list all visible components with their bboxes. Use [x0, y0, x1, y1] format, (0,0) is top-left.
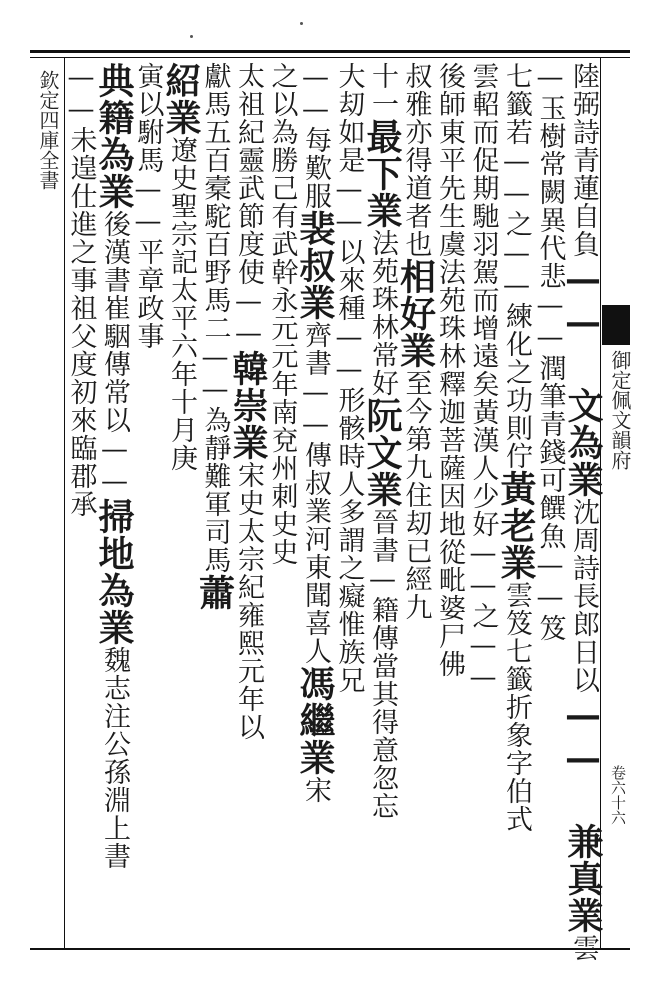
entry-text: 陸弼詩青蓮自負 — [568, 62, 599, 258]
text-column — [64, 62, 98, 944]
top-border-inner — [30, 57, 630, 58]
top-border — [30, 50, 630, 53]
entry-text: 齊書——傳叔業河東聞喜人 — [300, 321, 331, 665]
entry-text: 雲軺而促期馳羽駕而增遠矣 — [467, 62, 499, 398]
text-column — [294, 62, 336, 944]
entry-heading: 掃地為業 — [93, 498, 135, 646]
text-column — [160, 62, 202, 944]
entry-text: 叔雅亦得道者也 — [400, 62, 432, 258]
text-column — [361, 62, 403, 944]
text-column — [432, 62, 466, 944]
entry-text: 祖父度初來臨郡承 — [65, 294, 97, 518]
text-column — [93, 62, 135, 944]
text-column — [533, 62, 567, 944]
text-column — [332, 62, 366, 944]
entry-text: 晉書—籍傳當其得意忽忘 — [367, 508, 398, 820]
entry-text: ——未遑仕進之事 — [65, 62, 97, 294]
entry-text: 大刧 — [333, 62, 365, 118]
entry-text: 寅以駙馬——平章政事 — [132, 62, 164, 350]
text-column — [562, 62, 604, 962]
entry-heading: 典籍為業 — [93, 62, 135, 210]
text-column — [466, 62, 500, 944]
speck — [190, 35, 193, 38]
entry-text: 後師東平先生虞 — [434, 62, 465, 258]
entry-text: 魏志注公孫淵上書 — [99, 646, 130, 870]
text-column — [131, 62, 165, 944]
entry-text: 形骸時人多謂之癡惟族兄 — [333, 386, 365, 694]
entry-text: ——潤筆青錢可饌魚 — [534, 290, 566, 550]
entry-text: —玉樹常闕異代悲 — [534, 62, 566, 290]
entry-text: 史 — [266, 538, 298, 566]
entry-text: 雲 — [568, 934, 599, 962]
entry-heading: 韓崇業 — [227, 350, 269, 461]
entry-text: 太祖紀靈武節度使—— — [233, 62, 264, 350]
entry-heading: 最下業 — [361, 118, 403, 229]
entry-text: 宋史太宗紀雍熙元年以 — [233, 461, 264, 741]
entry-text: ——笈 — [534, 550, 566, 642]
entry-text: 七籤若——之——練化之功則佇 — [501, 62, 532, 470]
entry-text: 至今第九住刧已經九 — [400, 369, 432, 621]
entry-heading: 裴叔業 — [294, 210, 336, 321]
entry-text: 法苑珠林釋迦菩薩因地從毗婆尸佛 — [434, 258, 465, 678]
entry-text: ——每歎服 — [300, 62, 331, 210]
entry-text: 雲笈七籤折象字伯式 — [501, 581, 532, 833]
entry-text: 沈周詩長郎日以 — [568, 498, 599, 694]
entry-text: 之以為勝己 — [266, 62, 298, 202]
entry-heading: 阮文業 — [361, 397, 403, 508]
text-column — [495, 62, 537, 944]
text-column — [265, 62, 299, 944]
entry-text: 十一 — [367, 62, 398, 118]
left-margin-title: 欽定四庫全書 — [36, 70, 60, 190]
entry-heading: 黃老業 — [495, 470, 537, 581]
entry-text: 宋 — [300, 776, 331, 804]
entry-heading: —— 文為業 — [562, 258, 604, 498]
entry-text: 法苑珠林常好 — [367, 229, 398, 397]
entry-heading: 相好業 — [394, 258, 437, 369]
bottom-border — [30, 948, 630, 950]
right-margin-title: 御定佩文韻府 — [608, 350, 632, 470]
entry-heading: —— 兼真業 — [562, 694, 604, 934]
entry-text: 以來種—— — [333, 238, 365, 386]
entry-text: ——為靜難軍司馬 — [199, 342, 231, 574]
entry-heading: 紹業 — [160, 62, 202, 136]
entry-text: 有武幹永元元年南兗州刺史 — [266, 202, 298, 538]
text-column — [227, 62, 269, 944]
entry-heading: 馮繼業 — [294, 665, 336, 776]
entry-text: 如是—— — [333, 118, 365, 238]
text-column — [394, 62, 437, 944]
fish-tail-mark — [602, 305, 630, 345]
speck — [300, 22, 303, 25]
entry-text: 黃漢人少好——之—— — [467, 398, 499, 694]
leaf-number: 卷六十六 — [609, 765, 627, 825]
entry-text: 獻馬五百槖駝百野馬二 — [199, 62, 231, 342]
entry-text: 後漢書崔駰傳常以—— — [99, 210, 130, 498]
entry-text: 遼史聖宗記太平六年十月庚 — [166, 136, 197, 472]
entry-heading: 蕭 — [193, 574, 236, 611]
text-column — [193, 62, 236, 944]
